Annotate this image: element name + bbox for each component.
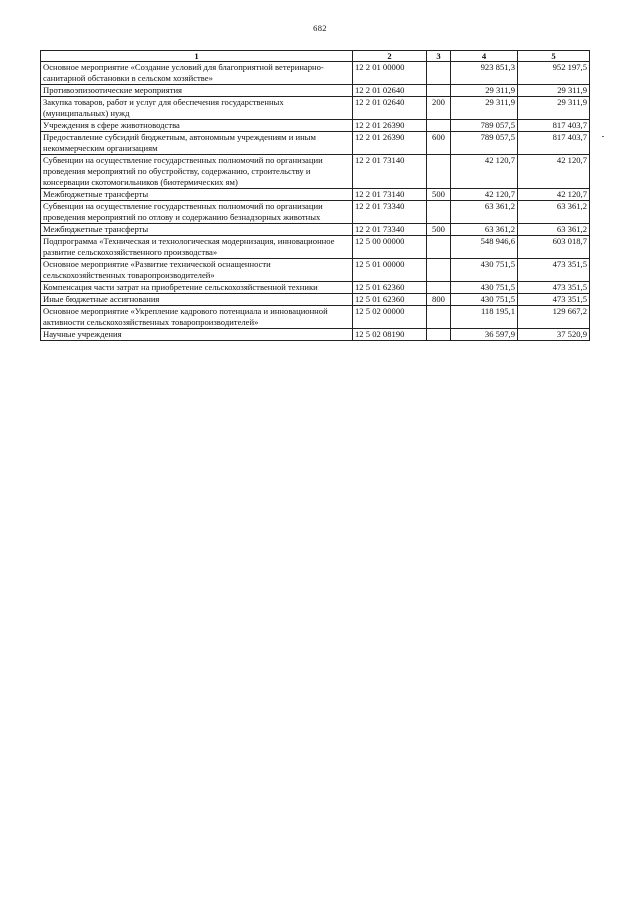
row-expense-type-cell (427, 201, 451, 224)
row-name-cell: Подпрограмма «Техническая и технологическая модернизация, инновационное развитие сельскохозяйственного производства» (41, 236, 353, 259)
row-name-cell: Закупка товаров, работ и услуг для обеспечения государственных (муниципальных) нужд (41, 97, 353, 120)
row-name-cell: Межбюджетные трансферты (41, 189, 353, 201)
row-value-1-cell: 63 361,2 (451, 201, 518, 224)
header-row (41, 51, 590, 62)
table-row (41, 85, 590, 97)
row-value-2-cell: 42 120,7 (518, 155, 590, 189)
row-code-cell: 12 5 01 00000 (353, 259, 427, 282)
row-value-2-cell: 952 197,5 (518, 62, 590, 85)
scan-speck (602, 136, 604, 137)
table-body (41, 62, 590, 341)
table-row (41, 236, 590, 259)
row-value-1-cell: 430 751,5 (451, 294, 518, 306)
row-name-cell: Основное мероприятие «Создание условий для благоприятной ветеринарно-санитарной обстановки в сельском хозяйстве» (41, 62, 353, 85)
row-value-1-cell: 63 361,2 (451, 224, 518, 236)
row-code-cell: 12 2 01 02640 (353, 97, 427, 120)
row-value-1-cell: 118 195,1 (451, 306, 518, 329)
table-row (41, 201, 590, 224)
header-cell-code: 2 (353, 51, 427, 62)
row-name-cell: Иные бюджетные ассигнования (41, 294, 353, 306)
row-code-cell: 12 2 01 26390 (353, 120, 427, 132)
table-row (41, 224, 590, 236)
row-expense-type-cell: 200 (427, 97, 451, 120)
row-expense-type-cell: 800 (427, 294, 451, 306)
row-value-1-cell: 430 751,5 (451, 259, 518, 282)
row-value-2-cell: 63 361,2 (518, 224, 590, 236)
header-cell-value-2: 5 (518, 51, 590, 62)
row-value-2-cell: 129 667,2 (518, 306, 590, 329)
row-expense-type-cell: 500 (427, 189, 451, 201)
row-code-cell: 12 5 01 62360 (353, 294, 427, 306)
row-code-cell: 12 2 01 26390 (353, 132, 427, 155)
table-row (41, 97, 590, 120)
row-value-2-cell: 37 520,9 (518, 329, 590, 341)
row-value-1-cell: 29 311,9 (451, 85, 518, 97)
row-code-cell: 12 5 02 08190 (353, 329, 427, 341)
row-name-cell: Учреждения в сфере животноводства (41, 120, 353, 132)
row-code-cell: 12 2 01 73340 (353, 224, 427, 236)
row-value-2-cell: 473 351,5 (518, 282, 590, 294)
row-value-1-cell: 42 120,7 (451, 155, 518, 189)
row-value-2-cell: 473 351,5 (518, 259, 590, 282)
header-cell-type: 3 (427, 51, 451, 62)
row-value-1-cell: 923 851,3 (451, 62, 518, 85)
row-name-cell: Межбюджетные трансферты (41, 224, 353, 236)
table-row (41, 155, 590, 189)
table-row (41, 62, 590, 85)
row-value-1-cell: 36 597,9 (451, 329, 518, 341)
row-value-1-cell: 42 120,7 (451, 189, 518, 201)
row-expense-type-cell (427, 329, 451, 341)
row-code-cell: 12 2 01 73340 (353, 201, 427, 224)
table-row (41, 132, 590, 155)
row-expense-type-cell: 600 (427, 132, 451, 155)
row-value-1-cell: 548 946,6 (451, 236, 518, 259)
table-row (41, 189, 590, 201)
row-code-cell: 12 2 01 73140 (353, 155, 427, 189)
row-value-2-cell: 817 403,7 (518, 120, 590, 132)
row-name-cell: Компенсация части затрат на приобретение сельскохозяйственной техники (41, 282, 353, 294)
table-row (41, 120, 590, 132)
row-value-2-cell: 817 403,7 (518, 132, 590, 155)
table-row (41, 282, 590, 294)
header-cell-name: 1 (41, 51, 353, 62)
row-expense-type-cell (427, 85, 451, 97)
page-number: 682 (313, 23, 327, 33)
row-name-cell: Субвенции на осуществление государственных полномочий по организации проведения мероприятий по обустройству, содержанию, строительству и консервации скотомогильников (биотермических ям) (41, 155, 353, 189)
row-value-2-cell: 29 311,9 (518, 97, 590, 120)
row-expense-type-cell (427, 120, 451, 132)
table-row (41, 259, 590, 282)
budget-table (40, 50, 590, 341)
row-code-cell: 12 5 00 00000 (353, 236, 427, 259)
table-row (41, 294, 590, 306)
row-value-1-cell: 789 057,5 (451, 120, 518, 132)
row-name-cell: Основное мероприятие «Развитие технической оснащенности сельскохозяйственных товаропроизводителей» (41, 259, 353, 282)
row-value-2-cell: 473 351,5 (518, 294, 590, 306)
table-row (41, 306, 590, 329)
row-expense-type-cell: 500 (427, 224, 451, 236)
row-name-cell: Противоэпизоотические мероприятия (41, 85, 353, 97)
row-value-1-cell: 430 751,5 (451, 282, 518, 294)
row-expense-type-cell (427, 259, 451, 282)
row-expense-type-cell (427, 155, 451, 189)
row-value-1-cell: 29 311,9 (451, 97, 518, 120)
row-expense-type-cell (427, 282, 451, 294)
row-value-2-cell: 603 018,7 (518, 236, 590, 259)
row-code-cell: 12 2 01 73140 (353, 189, 427, 201)
row-code-cell: 12 5 01 62360 (353, 282, 427, 294)
row-name-cell: Основное мероприятие «Укрепление кадрового потенциала и инновационной активности сельскохозяйственных товаропроизводителей» (41, 306, 353, 329)
row-value-1-cell: 789 057,5 (451, 132, 518, 155)
row-value-2-cell: 63 361,2 (518, 201, 590, 224)
table-row (41, 329, 590, 341)
row-name-cell: Субвенции на осуществление государственных полномочий по организации проведения мероприятий по отлову и содержанию безнадзорных животных (41, 201, 353, 224)
row-code-cell: 12 2 01 00000 (353, 62, 427, 85)
row-value-2-cell: 29 311,9 (518, 85, 590, 97)
row-expense-type-cell (427, 236, 451, 259)
row-expense-type-cell (427, 306, 451, 329)
row-name-cell: Научные учреждения (41, 329, 353, 341)
row-code-cell: 12 2 01 02640 (353, 85, 427, 97)
row-expense-type-cell (427, 62, 451, 85)
row-value-2-cell: 42 120,7 (518, 189, 590, 201)
row-name-cell: Предоставление субсидий бюджетным, автономным учреждениям и иным некоммерческим организациям (41, 132, 353, 155)
row-code-cell: 12 5 02 00000 (353, 306, 427, 329)
header-cell-value-1: 4 (451, 51, 518, 62)
